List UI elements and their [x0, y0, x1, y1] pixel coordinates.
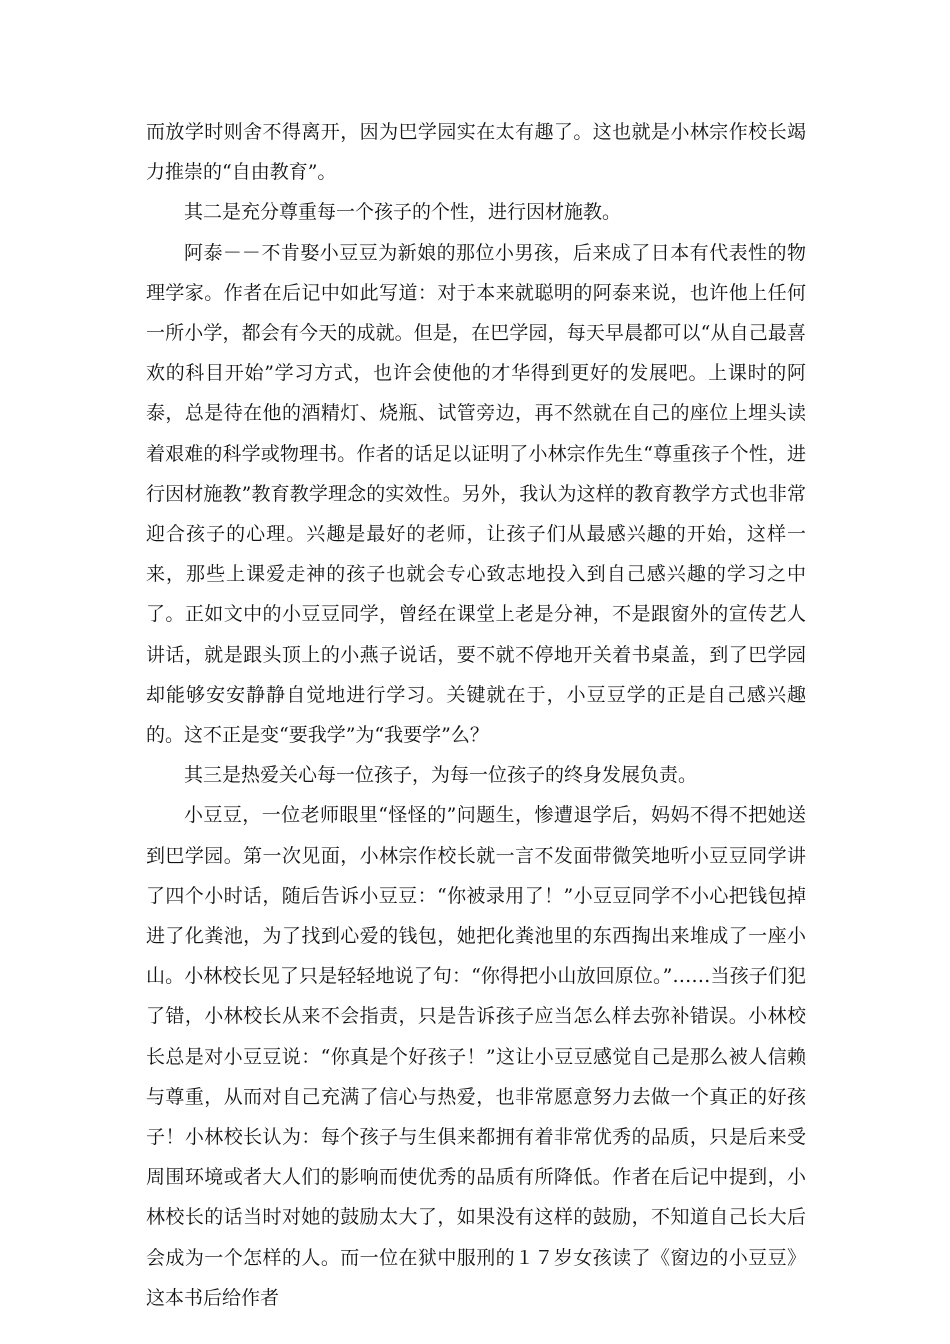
body-text — [146, 112, 806, 1318]
paragraph-point-two: 其二是充分尊重每一个孩子的个性，进行因材施教。 — [184, 201, 622, 224]
paragraph-continuation: 而放学时则舍不得离开，因为巴学园实在太有趣了。这也就是小林宗作校长竭力推崇的“自由教育”。 — [146, 121, 806, 184]
paragraph-totto-chan: 小豆豆，一位老师眼里“怪怪的”问题生，惨遭退学后，妈妈不得不把她送到巴学园。第一次见面，小林宗作校长就一言不发面带微笑地听小豆豆同学讲了四个小时话，随后告诉小豆豆：“你被录用了！”小豆豆同学不小心把钱包掉进了化粪池，为了找到心爱的钱包，她把化粪池里的东西掏出来堆成了一座小山。小林校长见了只是轻轻地说了句：“你得把小山放回原位。”……当孩子们犯了错，小林校长从来不会指责，只是告诉孩子应当怎么样去弥补错误。小林校长总是对小豆豆说：“你真是个好孩子！”这让小豆豆感觉自己是那么被人信赖与尊重，从而对自己充满了信心与热爱，也非常愿意努力去做一个真正的好孩子！小林校长认为：每个孩子与生俱来都拥有着非常优秀的品质，只是后来受周围环境或者大人们的影响而使优秀的品质有所降低。作者在后记中提到，小林校长的话当时对她的鼓励太大了，如果没有这样的鼓励，不知道自己长大后会成为一个怎样的人。而一位在狱中服刑的１７岁女孩读了《窗边的小豆豆》这本书后给作者 — [146, 804, 806, 1309]
paragraph-point-three: 其三是热爱关心每一位孩子，为每一位孩子的终身发展负责。 — [184, 764, 698, 787]
paragraph-atai: 阿泰－－不肯娶小豆豆为新娘的那位小男孩，后来成了日本有代表性的物理学家。作者在后记中如此写道：对于本来就聪明的阿泰来说，也许他上任何一所小学，都会有今天的成就。但是，在巴学园，每天早晨都可以“从自己最喜欢的科目开始”学习方式，也许会使他的才华得到更好的发展吧。上课时的阿泰，总是待在他的酒精灯、烧瓶、试管旁边，再不然就在自己的座位上埋头读着艰难的科学或物理书。作者的话足以证明了小林宗作先生“尊重孩子个性，进行因材施教”教育教学理念的实效性。另外，我认为这样的教育教学方式也非常迎合孩子的心理。兴趣是最好的老师，让孩子们从最感兴趣的开始，这样一来，那些上课爱走神的孩子也就会专心致志地投入到自己感兴趣的学习之中了。正如文中的小豆豆同学，曾经在课堂上老是分神，不是跟窗外的宣传艺人讲话，就是跟头顶上的小燕子说话，要不就不停地开关着书桌盖，到了巴学园却能够安安静静自觉地进行学习。关键就在于，小豆豆学的正是自己感兴趣的。这不正是变“要我学”为“我要学”么？ — [146, 241, 806, 747]
